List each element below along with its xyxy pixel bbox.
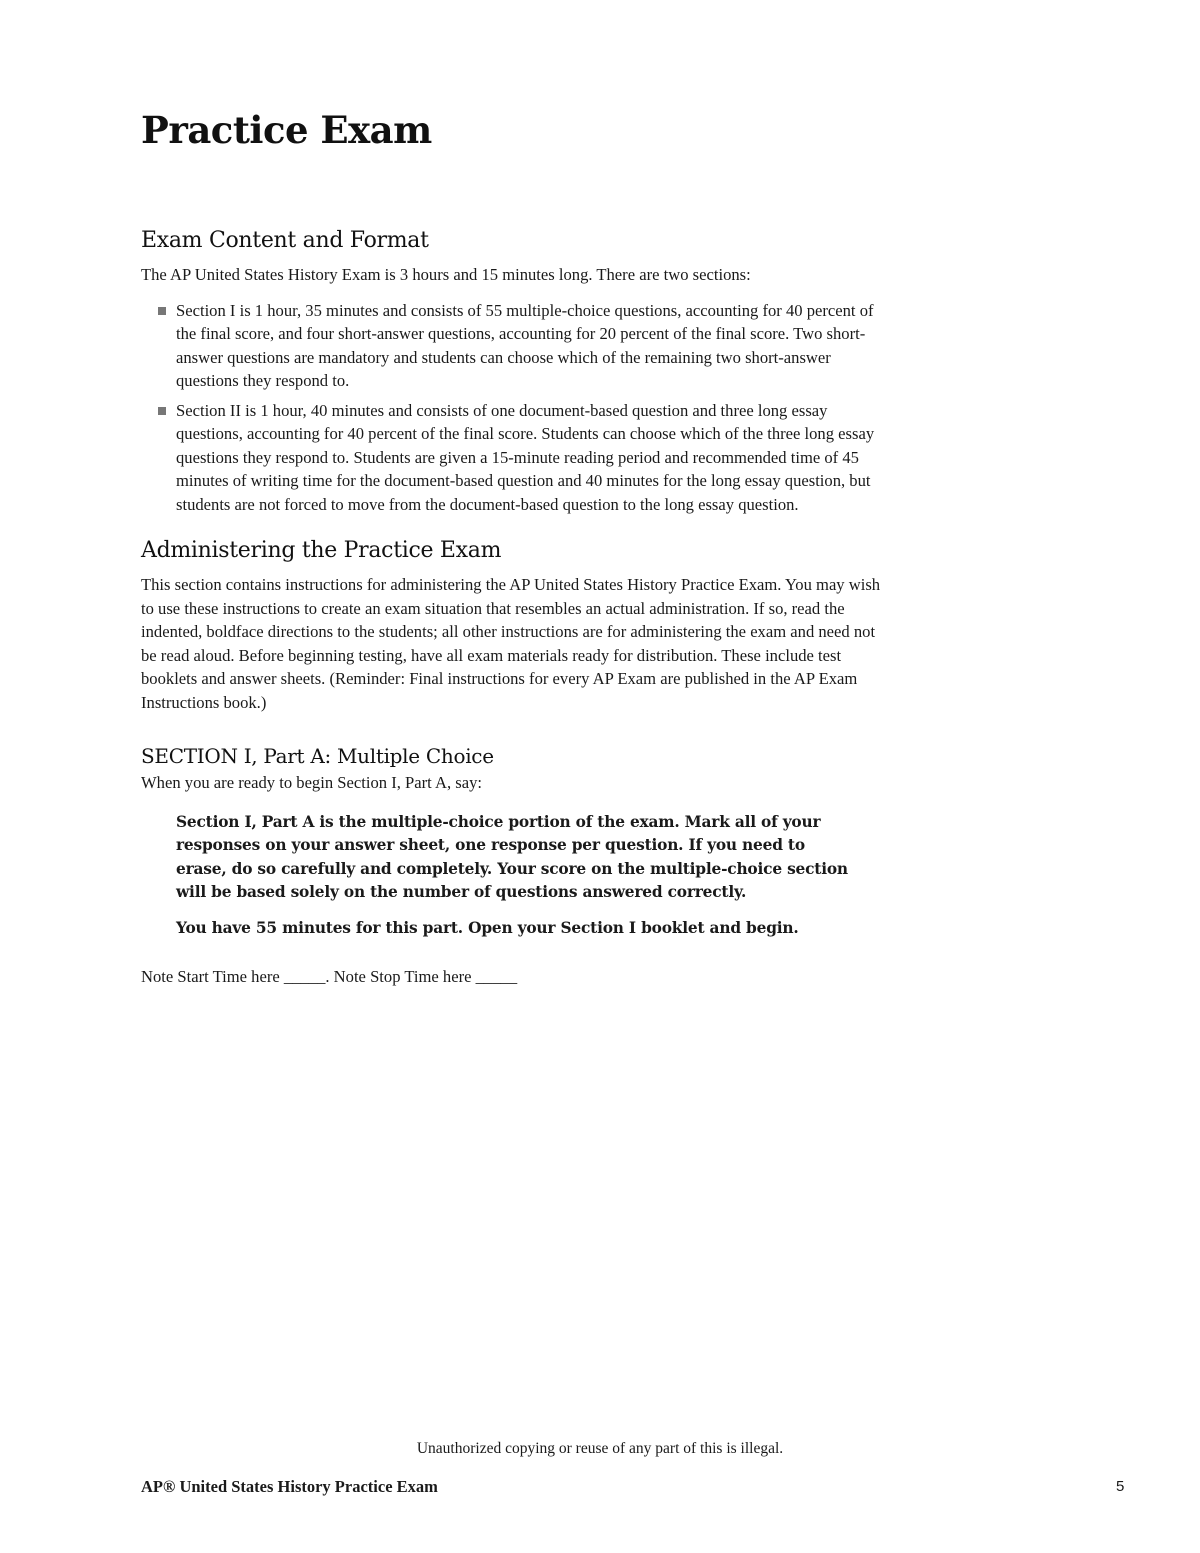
directions-paragraph: You have 55 minutes for this part. Open your Section I booklet and begin.	[176, 918, 799, 937]
section-a-heading: SECTION I, Part A: Multiple Choice	[141, 744, 494, 768]
directions-paragraph: Section I, Part A is the multiple-choice portion of the exam. Mark all of your responses on your answer sheet, one response per question. If you need to erase, do so carefully and completely. Your score on the multiple-choice section will be based solely on the number of questions answered correctly.	[176, 812, 848, 901]
page-title: Practice Exam	[141, 108, 432, 152]
administering-body: This section contains instructions for administering the AP United States History Practice Exam. You may wish to use these instructions to create an exam situation that resembles an actual administration. If so, read the indented, boldface directions to the students; all other instructions are for administering the exam and need not be read aloud. Before beginning testing, have all exam materials ready for distribution. These include test booklets and answer sheets. (Reminder: Final instructions for every AP Exam are published in the AP Exam Instructions book.)	[141, 575, 881, 712]
administering-heading: Administering the Practice Exam	[141, 538, 502, 563]
page-number: 5	[1116, 1478, 1125, 1495]
exam-content-intro: The AP United States History Exam is 3 hours and 15 minutes long. There are two sections:	[141, 265, 751, 284]
list-item	[176, 399, 876, 517]
exam-content-heading: Exam Content and Format	[141, 228, 429, 253]
copy-notice: Unauthorized copying or reuse of any part of this is illegal.	[416, 1440, 784, 1457]
main-content	[141, 228, 881, 989]
section-two-description: Section II is 1 hour, 40 minutes and consists of one document-based question and three long essay questions, accounting for 40 percent of the final score. Students can choose which of the three long essay questions they respond to. Students are given a 15-minute reading period and recommended time of 45 minutes of writing time for the document-based question and 40 minutes for the long essay question, but students are not forced to move from the document-based question to the long essay question.	[176, 400, 875, 514]
say-intro: When you are ready to begin Section I, Part A, say:	[141, 773, 482, 792]
section-one-description: Section I is 1 hour, 35 minutes and consists of 55 multiple-choice questions, accounting for 40 percent of the final score, and four short-answer questions, accounting for 20 percent of the final score. Two short-answer questions are mandatory and students can choose which of the remaining two short-answer questions they respond to.	[176, 300, 874, 390]
square-bullet-icon	[158, 407, 166, 415]
square-bullet-icon	[158, 307, 166, 315]
read-aloud-directions	[176, 811, 856, 941]
footer-title: AP® United States History Practice Exam	[141, 1477, 438, 1496]
note-times: Note Start Time here _____. Note Stop Time here _____	[141, 967, 518, 986]
list-item	[176, 299, 876, 393]
sections-list	[141, 299, 881, 517]
